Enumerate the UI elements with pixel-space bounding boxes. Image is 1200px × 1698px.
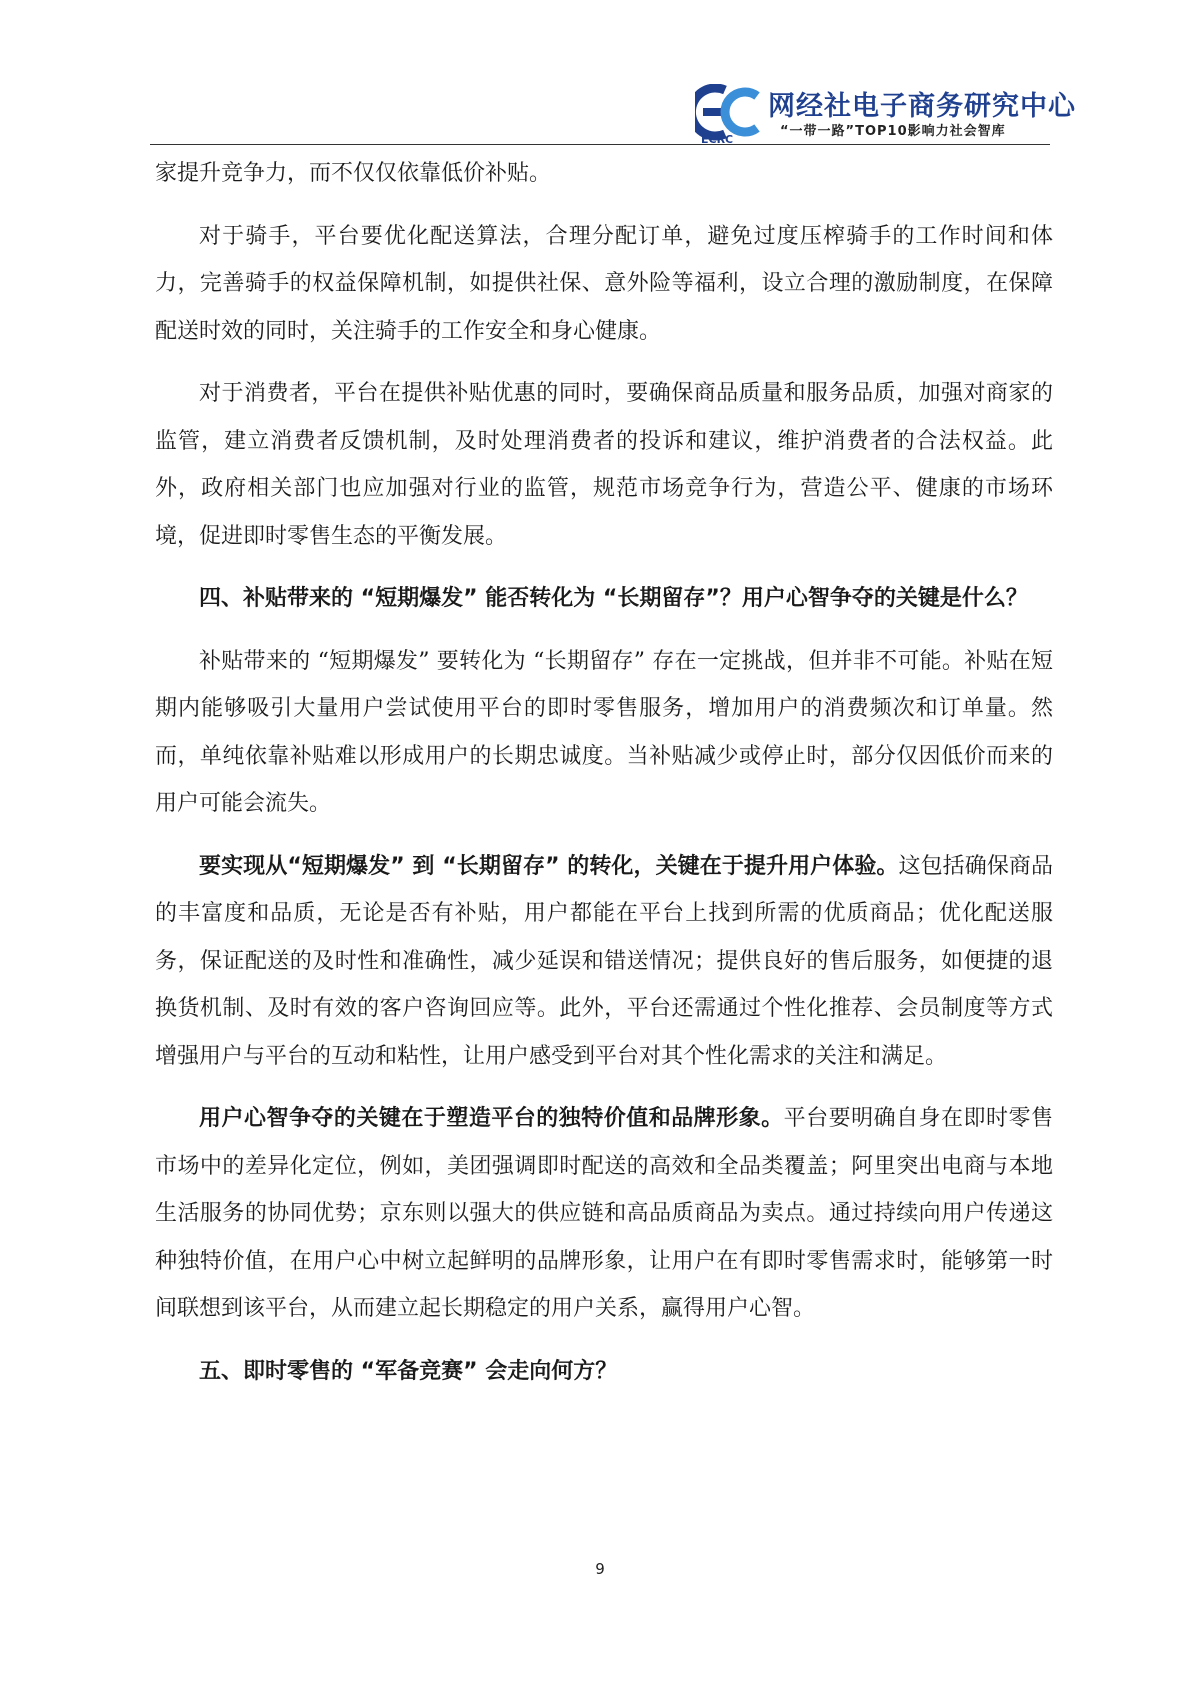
paragraph-subsidy-retention: 补贴带来的 “短期爆发” 要转化为 “长期留存” 存在一定挑战，但并非不可能。补贴在短期内能够吸引大量用户尝试使用平台的即时零售服务，增加用户的消费频次和订单量。然而，单纯依靠补贴难以形成用户的长期忠诚度。当补贴减少或停止时，部分仅因低价而来的用户可能会流失。 bbox=[155, 648, 1053, 816]
logo-title: 网经社电子商务研究中心 bbox=[768, 91, 1076, 122]
body-text: 平台要明确自身在即时零售市场中的差异化定位，例如，美团强调即时配送的高效和全品类覆盖；阿里突出电商与本地生活服务的协同优势；京东则以强大的供应链和高品质商品为卖点。通过持续向用户传递这种独特价值，在用户心中树立起鲜明的品牌形象，让用户在有即时零售需求时，能够第一时间联想到该平台，从而建立起长期稳定的用户关系，赢得用户心智。 bbox=[155, 1106, 1053, 1321]
emphasis-text: 用户心智争夺的关键在于塑造平台的独特价值和品牌形象。 bbox=[199, 1106, 784, 1131]
header-divider bbox=[150, 144, 1050, 145]
emphasis-text: 要实现从“短期爆发” 到 “长期留存” 的转化，关键在于提升用户体验。 bbox=[199, 853, 899, 879]
paragraph-user-mindshare bbox=[155, 1095, 1053, 1333]
paragraph-continued: 家提升竞争力，而不仅仅依靠低价补贴。 bbox=[155, 161, 552, 186]
section-heading-4: 四、补贴带来的 “短期爆发” 能否转化为 “长期留存”？用户心智争夺的关键是什么？ bbox=[199, 586, 1028, 611]
page-header bbox=[150, 78, 1076, 144]
paragraph-user-experience bbox=[155, 843, 1053, 1081]
paragraph-riders: 对于骑手，平台要优化配送算法，合理分配订单，避免过度压榨骑手的工作时间和体力，完善骑手的权益保障机制，如提供社保、意外险等福利，设立合理的激励制度，在保障配送时效的同时，关注骑手的工作安全和身心健康。 bbox=[155, 223, 1053, 344]
logo-subtitle: “一带一路”TOP10影响力社会智库 bbox=[780, 124, 1006, 139]
ecrc-logo-icon bbox=[695, 84, 765, 144]
logo-abbrev: ECRC bbox=[701, 133, 734, 144]
page-number: 9 bbox=[595, 1560, 605, 1578]
body-text: 这包括确保商品的丰富度和品质，无论是否有补贴，用户都能在平台上找到所需的优质商品；优化配送服务，保证配送的及时性和准确性，减少延误和错送情况；提供良好的售后服务，如便捷的退换货机制、及时有效的客户咨询回应等。此外，平台还需通过个性化推荐、会员制度等方式增强用户与平台的互动和粘性，让用户感受到平台对其个性化需求的关注和满足。 bbox=[155, 853, 1053, 1069]
document-body bbox=[155, 150, 1053, 1395]
paragraph-consumers: 对于消费者，平台在提供补贴优惠的同时，要确保商品质量和服务品质，加强对商家的监管，建立消费者反馈机制，及时处理消费者的投诉和建议，维护消费者的合法权益。此外，政府相关部门也应加强对行业的监管，规范市场竞争行为，营造公平、健康的市场环境，促进即时零售生态的平衡发展。 bbox=[155, 381, 1053, 549]
section-heading-5: 五、即时零售的 “军备竞赛” 会走向何方？ bbox=[199, 1358, 618, 1384]
